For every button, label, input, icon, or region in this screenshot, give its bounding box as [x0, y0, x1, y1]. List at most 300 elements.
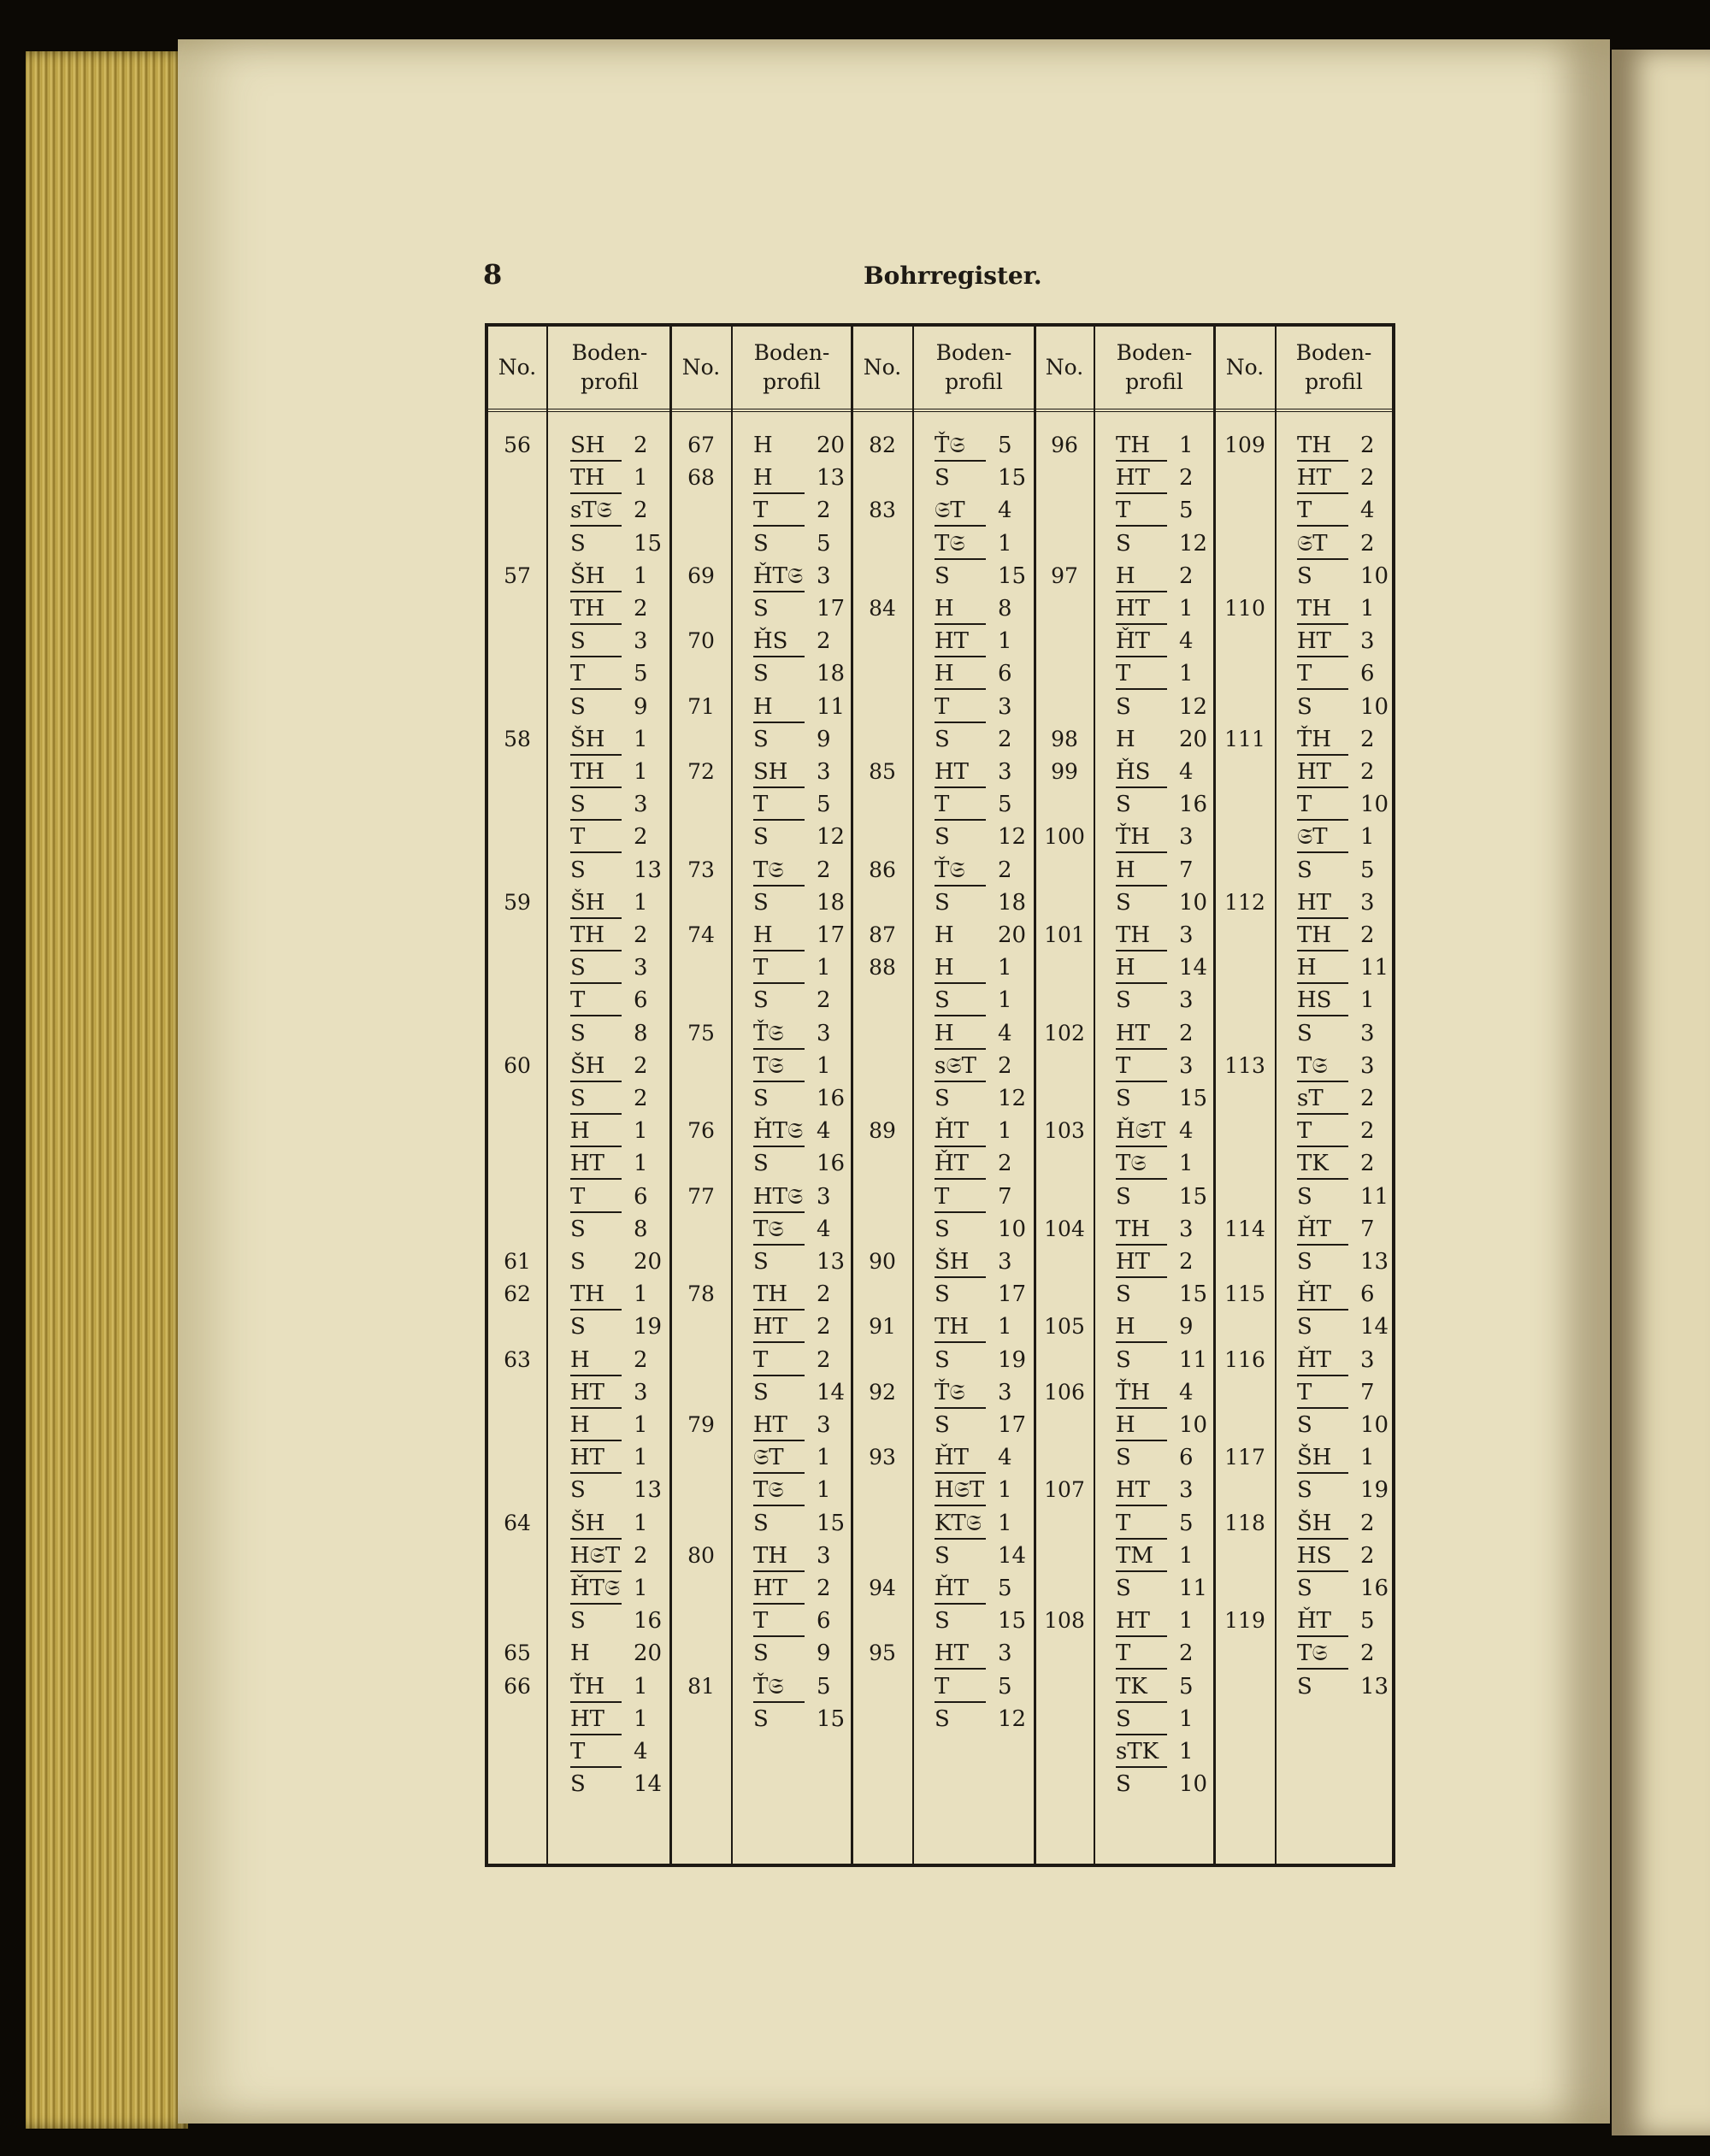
- borehole-number: 98: [1051, 726, 1078, 751]
- soil-layer-symbol: S: [1116, 1705, 1131, 1732]
- soil-layer: [1297, 790, 1389, 821]
- soil-layer-symbol: Ť𝔖: [753, 1673, 784, 1699]
- soil-layer-symbol: H: [1116, 726, 1135, 752]
- soil-layer: [1116, 1672, 1194, 1703]
- soil-layer-thickness: 10: [1360, 792, 1389, 818]
- soil-layer-symbol: ŠH: [1297, 1445, 1332, 1471]
- soil-layer-thickness: 6: [634, 1183, 648, 1210]
- soil-layer-thickness: 2: [1179, 563, 1194, 589]
- soil-layer-symbol: T: [753, 955, 769, 981]
- soil-layer-thickness: 10: [1179, 1771, 1208, 1798]
- borehole-number: 56: [504, 433, 531, 457]
- borehole-number: 76: [687, 1118, 715, 1144]
- page-number: 8: [483, 258, 503, 291]
- soil-layer-symbol: TH: [1297, 433, 1332, 458]
- soil-layer: [935, 856, 1012, 887]
- soil-layer-thickness: 5: [817, 1673, 831, 1699]
- soil-layer: [753, 1672, 831, 1703]
- soil-layer-symbol: S: [753, 1705, 769, 1732]
- soil-layer-symbol: HT: [1116, 1608, 1151, 1635]
- soil-layer: [570, 1182, 648, 1213]
- soil-layer: [1297, 888, 1375, 919]
- soil-layer-thickness: 2: [1179, 1020, 1194, 1046]
- soil-layer: [1297, 1051, 1375, 1082]
- soil-layer-symbol: S: [1297, 1314, 1312, 1340]
- soil-layer-thickness: 3: [1360, 1052, 1375, 1079]
- soil-layer-symbol: TM: [1116, 1542, 1153, 1569]
- soil-layer: [753, 1411, 831, 1441]
- soil-layer-symbol: HT: [1297, 465, 1332, 492]
- column-header-bodenprofil: Boden- profil: [1295, 340, 1372, 394]
- soil-layer-symbol: HT: [1116, 596, 1151, 621]
- borehole-number: 65: [504, 1641, 531, 1666]
- borehole-number: 63: [504, 1346, 531, 1372]
- soil-layer-symbol: HT: [753, 1314, 788, 1340]
- soil-layer-symbol: T: [570, 987, 586, 1014]
- soil-layer-symbol: 𝔖T: [935, 498, 965, 524]
- soil-layer-symbol: S: [570, 1020, 586, 1046]
- soil-layer-symbol: T: [935, 693, 950, 720]
- borehole-number: 87: [869, 922, 896, 947]
- soil-layer-symbol: ŤH: [1116, 1379, 1151, 1405]
- soil-layer-thickness: 3: [1360, 1346, 1375, 1373]
- soil-layer: [570, 1411, 648, 1441]
- soil-layer-thickness: 9: [817, 1641, 831, 1667]
- soil-layer-thickness: 10: [1360, 693, 1389, 720]
- soil-layer-symbol: H: [570, 1641, 590, 1667]
- soil-layer-thickness: 2: [1360, 1151, 1375, 1177]
- soil-layer: [1297, 1378, 1375, 1409]
- soil-layer-symbol: TH: [935, 1314, 970, 1340]
- soil-layer-thickness: 20: [817, 433, 846, 458]
- soil-layer-symbol: ȞT: [1116, 628, 1151, 655]
- soil-layer-thickness: 3: [1179, 987, 1194, 1014]
- soil-layer-thickness: 14: [998, 1542, 1027, 1569]
- soil-layer-symbol: S: [1297, 693, 1312, 720]
- soil-layer-thickness: 2: [998, 857, 1012, 883]
- soil-layer-thickness: 1: [634, 759, 648, 785]
- soil-layer-symbol: S: [570, 1608, 586, 1635]
- soil-layer: [1116, 463, 1194, 494]
- soil-layer: [753, 1606, 831, 1637]
- soil-layer-thickness: 5: [817, 792, 831, 818]
- borehole-number: 112: [1224, 889, 1265, 915]
- soil-layer-thickness: 3: [1179, 1216, 1194, 1242]
- soil-layer: [570, 1084, 648, 1115]
- soil-layer-thickness: 14: [1179, 955, 1208, 981]
- soil-layer-symbol: T: [1116, 1052, 1131, 1079]
- soil-layer-thickness: 8: [634, 1216, 648, 1242]
- soil-layer-symbol: S: [753, 987, 769, 1014]
- soil-layer: [570, 757, 648, 788]
- soil-layer-thickness: 9: [1179, 1314, 1194, 1340]
- soil-layer: [570, 1378, 648, 1409]
- soil-layer-thickness: 5: [998, 792, 1012, 818]
- borehole-number: 62: [504, 1281, 531, 1307]
- soil-layer-symbol: H𝔖T: [570, 1542, 621, 1569]
- soil-layer-thickness: 4: [1179, 1379, 1194, 1405]
- soil-layer-symbol: S: [1116, 530, 1131, 557]
- soil-layer-symbol: ŠH: [570, 889, 605, 916]
- soil-layer-symbol: H: [753, 433, 773, 458]
- borehole-number: 115: [1224, 1281, 1265, 1307]
- borehole-number: 106: [1044, 1379, 1085, 1405]
- borehole-number: 61: [504, 1249, 531, 1274]
- soil-layer: [935, 1149, 1012, 1180]
- soil-layer-thickness: 2: [1360, 1510, 1375, 1536]
- soil-layer-thickness: 1: [1179, 1151, 1194, 1177]
- soil-layer-symbol: 𝔖T: [753, 1445, 784, 1471]
- soil-layer-thickness: 15: [817, 1705, 846, 1732]
- soil-layer-thickness: 2: [817, 1281, 831, 1308]
- soil-layer-thickness: 12: [1179, 530, 1208, 557]
- soil-layer-thickness: 1: [1179, 1739, 1194, 1764]
- soil-layer-symbol: H: [753, 693, 773, 720]
- borehole-number: 113: [1224, 1052, 1265, 1078]
- soil-layer-thickness: 2: [1360, 465, 1375, 492]
- soil-layer-thickness: 7: [998, 1183, 1012, 1210]
- soil-layer-symbol: S: [1116, 987, 1131, 1014]
- soil-layer: [570, 888, 648, 919]
- soil-layer-thickness: 2: [817, 1346, 831, 1373]
- borehole-number: 58: [504, 726, 531, 751]
- borehole-number: 71: [687, 693, 715, 719]
- soil-layer-symbol: T𝔖: [753, 857, 784, 883]
- soil-layer-symbol: ȞT: [1297, 1608, 1332, 1635]
- borehole-number: 118: [1224, 1510, 1265, 1535]
- soil-layer-symbol: T: [1116, 661, 1131, 687]
- soil-layer-symbol: H: [935, 955, 954, 981]
- soil-layer-thickness: 1: [998, 628, 1012, 655]
- soil-layer: [570, 1280, 648, 1311]
- soil-layer-thickness: 2: [817, 857, 831, 883]
- soil-layer: [935, 790, 1012, 821]
- soil-layer: [753, 496, 831, 527]
- soil-layer-symbol: S: [753, 889, 769, 916]
- soil-layer: [570, 496, 648, 527]
- soil-layer: [570, 953, 648, 984]
- soil-layer: [935, 1019, 1012, 1050]
- soil-layer-thickness: 19: [998, 1346, 1027, 1373]
- soil-layer-symbol: S: [753, 1151, 769, 1177]
- soil-layer-thickness: 17: [817, 596, 846, 621]
- soil-layer-symbol: T: [1116, 498, 1131, 524]
- borehole-number: 66: [504, 1673, 531, 1699]
- soil-layer-thickness: 20: [1179, 726, 1208, 752]
- soil-layer-thickness: 1: [634, 465, 648, 492]
- soil-layer: [570, 1509, 648, 1540]
- soil-layer-thickness: 19: [634, 1314, 663, 1340]
- soil-layer: [1297, 659, 1375, 690]
- soil-layer-thickness: 10: [998, 1216, 1027, 1242]
- soil-layer-thickness: 15: [998, 1608, 1027, 1635]
- soil-layer-symbol: HT: [753, 1576, 788, 1601]
- soil-layer: [753, 856, 831, 887]
- soil-layer-thickness: 12: [1179, 693, 1208, 720]
- soil-layer-thickness: 3: [817, 563, 831, 589]
- soil-layer-symbol: T𝔖: [1297, 1052, 1328, 1079]
- soil-layer-thickness: 13: [1360, 1673, 1389, 1699]
- soil-layer-symbol: HT𝔖: [753, 1183, 804, 1210]
- soil-layer-symbol: HT: [1116, 1020, 1151, 1046]
- soil-layer-symbol: S: [570, 857, 586, 883]
- soil-layer: [1297, 431, 1375, 462]
- soil-layer-thickness: 2: [1360, 1641, 1375, 1667]
- soil-layer-thickness: 1: [1179, 1608, 1194, 1635]
- soil-layer: [1297, 627, 1375, 657]
- soil-layer-thickness: 12: [998, 1086, 1027, 1111]
- borehole-number: 89: [869, 1118, 896, 1144]
- soil-layer-symbol: S: [935, 1346, 950, 1373]
- borehole-number: 99: [1051, 759, 1078, 784]
- soil-layer-symbol: HT: [570, 1379, 605, 1405]
- soil-layer-symbol: T𝔖: [753, 1477, 784, 1504]
- soil-layer-symbol: T: [935, 792, 950, 818]
- soil-layer-thickness: 2: [1360, 433, 1375, 458]
- soil-layer-thickness: 2: [817, 1314, 831, 1340]
- borehole-number: 97: [1051, 563, 1078, 588]
- soil-layer-thickness: 3: [1179, 922, 1194, 948]
- soil-layer-thickness: 15: [998, 563, 1027, 589]
- soil-layer-symbol: H: [570, 1346, 590, 1373]
- soil-layer: [570, 1116, 648, 1147]
- soil-layer: [1116, 1019, 1194, 1050]
- soil-layer-symbol: T: [935, 1183, 950, 1210]
- soil-layer-thickness: 1: [634, 1673, 648, 1699]
- soil-layer: [753, 1541, 831, 1572]
- soil-layer-symbol: S: [1116, 792, 1131, 818]
- soil-layer: [753, 463, 846, 494]
- soil-layer-thickness: 2: [634, 596, 648, 621]
- soil-layer: [1116, 594, 1194, 625]
- soil-layer-symbol: T: [1297, 661, 1312, 687]
- soil-layer-symbol: S: [753, 596, 769, 621]
- soil-layer-symbol: S: [753, 726, 769, 752]
- borehole-number: 75: [687, 1020, 715, 1046]
- soil-layer-symbol: S: [570, 955, 586, 981]
- soil-layer-thickness: 4: [634, 1739, 648, 1764]
- soil-layer: [570, 1705, 648, 1735]
- soil-layer-symbol: S: [753, 530, 769, 557]
- soil-layer-symbol: ȞT𝔖: [753, 1118, 804, 1145]
- soil-layer-symbol: sT: [1297, 1086, 1324, 1111]
- soil-layer-thickness: 1: [634, 1118, 648, 1145]
- soil-layer: [1297, 725, 1375, 756]
- soil-layer-symbol: HT: [935, 628, 970, 655]
- soil-layer-thickness: 16: [1360, 1576, 1389, 1601]
- soil-layer-symbol: H: [1116, 955, 1135, 981]
- soil-layer-symbol: HS: [1297, 987, 1332, 1014]
- soil-layer: [1116, 1541, 1194, 1572]
- soil-layer: [935, 1182, 1012, 1213]
- soil-layer-symbol: ȞS: [1116, 759, 1151, 785]
- soil-layer-symbol: ȞT: [935, 1151, 970, 1177]
- soil-layer: [935, 986, 1012, 1016]
- soil-layer-symbol: T: [753, 498, 769, 524]
- soil-layer-thickness: 8: [634, 1020, 648, 1046]
- soil-layer-thickness: 8: [998, 596, 1012, 621]
- soil-layer: [935, 1443, 1012, 1474]
- soil-layer-symbol: S: [570, 628, 586, 655]
- soil-layer-thickness: 2: [634, 922, 648, 948]
- soil-layer-symbol: ŠH: [570, 1510, 605, 1536]
- soil-layer: [1116, 757, 1194, 788]
- soil-layer: [1116, 1247, 1194, 1278]
- soil-layer-thickness: 1: [1179, 1705, 1194, 1732]
- borehole-number: 85: [869, 759, 896, 784]
- soil-layer-thickness: 1: [1360, 1445, 1375, 1471]
- soil-layer: [1116, 659, 1194, 690]
- soil-layer-thickness: 4: [998, 498, 1012, 524]
- soil-layer-symbol: S: [570, 1216, 586, 1242]
- soil-layer: [935, 594, 1012, 625]
- soil-layer: [753, 1019, 831, 1050]
- soil-layer-symbol: HT: [570, 1151, 605, 1177]
- soil-layer-symbol: ŠH: [570, 563, 605, 589]
- soil-layer-thickness: 1: [634, 1281, 648, 1308]
- soil-layer-symbol: KT𝔖: [935, 1510, 982, 1536]
- borehole-number: 93: [869, 1445, 896, 1470]
- soil-layer-symbol: S: [1297, 1412, 1312, 1438]
- soil-layer-thickness: 6: [998, 661, 1012, 687]
- soil-layer-thickness: 1: [634, 1151, 648, 1177]
- soil-layer-symbol: ȞT𝔖: [570, 1576, 621, 1601]
- soil-layer-thickness: 17: [998, 1281, 1027, 1308]
- soil-layer-thickness: 11: [1360, 955, 1389, 981]
- soil-layer-symbol: T: [753, 1346, 769, 1373]
- borehole-number: 80: [687, 1542, 715, 1568]
- soil-layer-symbol: S: [1116, 1771, 1131, 1798]
- soil-layer-symbol: TH: [1297, 922, 1332, 948]
- soil-layer-symbol: T: [935, 1673, 950, 1699]
- soil-layer-symbol: S: [1297, 1673, 1312, 1699]
- soil-layer-thickness: 13: [634, 1477, 663, 1504]
- soil-layer-symbol: T: [1116, 1510, 1131, 1536]
- soil-layer: [570, 1051, 648, 1082]
- soil-layer: [1116, 953, 1208, 984]
- soil-layer-symbol: S: [570, 1477, 586, 1504]
- soil-layer-thickness: 7: [1179, 857, 1194, 883]
- soil-layer-symbol: S: [1297, 1020, 1312, 1046]
- soil-layer-thickness: 3: [1360, 1020, 1375, 1046]
- soil-layer: [570, 822, 648, 853]
- soil-layer: [570, 1346, 648, 1376]
- soil-layer: [1116, 1116, 1194, 1147]
- soil-layer: [570, 1443, 648, 1474]
- borehole-number: 111: [1224, 726, 1265, 751]
- borehole-number: 94: [869, 1576, 896, 1600]
- soil-layer-thickness: 18: [817, 889, 846, 916]
- soil-layer: [1116, 1509, 1194, 1540]
- soil-layer-symbol: Ť𝔖: [935, 1379, 965, 1405]
- soil-layer: [1116, 1705, 1194, 1735]
- soil-layer: [570, 1574, 648, 1605]
- soil-layer-symbol: TH: [570, 922, 605, 948]
- soil-layer-symbol: TH: [570, 759, 605, 785]
- soil-layer-symbol: T: [1297, 792, 1312, 818]
- borehole-number: 78: [687, 1281, 715, 1307]
- soil-layer: [1297, 1443, 1375, 1474]
- soil-layer-symbol: TK: [1116, 1673, 1147, 1699]
- soil-layer-symbol: T: [753, 792, 769, 818]
- soil-layer-symbol: T: [1116, 1641, 1131, 1667]
- soil-layer: [935, 1509, 1012, 1540]
- soil-layer: [753, 1312, 831, 1343]
- soil-layer: [1297, 822, 1375, 853]
- soil-layer-symbol: T: [570, 1183, 586, 1210]
- soil-layer-thickness: 1: [634, 1576, 648, 1601]
- soil-layer: [570, 562, 648, 592]
- soil-layer-thickness: 1: [998, 955, 1012, 981]
- soil-layer-thickness: 3: [998, 1641, 1012, 1667]
- soil-layer: [1297, 921, 1375, 951]
- soil-layer: [1116, 1411, 1208, 1441]
- soil-layer-thickness: 12: [998, 1705, 1027, 1732]
- soil-layer-thickness: 11: [817, 693, 846, 720]
- soil-layer-symbol: S: [935, 1216, 950, 1242]
- soil-layer-symbol: ŠH: [570, 726, 605, 752]
- soil-layer-symbol: S: [935, 889, 950, 916]
- soil-layer-thickness: 14: [817, 1379, 846, 1405]
- soil-layer: [753, 953, 831, 984]
- soil-layer-symbol: S: [935, 824, 950, 851]
- soil-layer-thickness: 4: [1179, 759, 1194, 785]
- soil-layer-symbol: TH: [570, 465, 605, 492]
- column-header-no: No.: [681, 355, 721, 380]
- soil-layer-symbol: TH: [1297, 596, 1332, 621]
- soil-layer-thickness: 1: [998, 1510, 1012, 1536]
- borehole-number: 91: [869, 1314, 896, 1340]
- soil-layer-symbol: H: [1116, 1314, 1135, 1340]
- borehole-number: 105: [1044, 1314, 1085, 1340]
- soil-layer-symbol: H: [753, 465, 773, 492]
- soil-layer-symbol: HT: [935, 1641, 970, 1667]
- soil-layer-thickness: 3: [817, 1183, 831, 1210]
- running-head: Bohrregister.: [864, 262, 1042, 290]
- soil-layer-symbol: 𝔖T: [1297, 530, 1328, 557]
- borehole-number: 82: [869, 433, 896, 457]
- soil-layer-symbol: S: [1116, 693, 1131, 720]
- soil-layer: [570, 627, 648, 657]
- soil-layer-thickness: 3: [634, 1379, 648, 1405]
- soil-layer: [1116, 627, 1194, 657]
- soil-layer-thickness: 5: [1179, 498, 1194, 524]
- soil-layer-symbol: TH: [1116, 433, 1151, 458]
- soil-layer-thickness: 18: [998, 889, 1027, 916]
- soil-layer: [570, 463, 648, 494]
- borehole-number: 84: [869, 596, 896, 621]
- soil-layer-symbol: H: [1297, 955, 1317, 981]
- soil-layer-thickness: 14: [634, 1771, 663, 1798]
- soil-layer: [753, 692, 846, 723]
- soil-layer-symbol: HT: [935, 759, 970, 785]
- soil-layer: [753, 1051, 831, 1082]
- soil-layer: [935, 1312, 1012, 1343]
- soil-layer-thickness: 3: [817, 1542, 831, 1569]
- soil-layer: [935, 659, 1012, 690]
- soil-layer: [935, 1247, 1012, 1278]
- soil-layer-symbol: ŠH: [570, 1052, 605, 1079]
- soil-layer: [570, 594, 648, 625]
- soil-layer-symbol: TH: [753, 1281, 788, 1308]
- soil-layer-thickness: 2: [1360, 726, 1375, 752]
- soil-layer: [570, 659, 648, 690]
- soil-layer: [1116, 562, 1194, 592]
- soil-layer: [570, 986, 648, 1016]
- soil-layer-symbol: ŠH: [1297, 1510, 1332, 1536]
- soil-layer-thickness: 2: [817, 987, 831, 1014]
- soil-layer: [570, 1672, 648, 1703]
